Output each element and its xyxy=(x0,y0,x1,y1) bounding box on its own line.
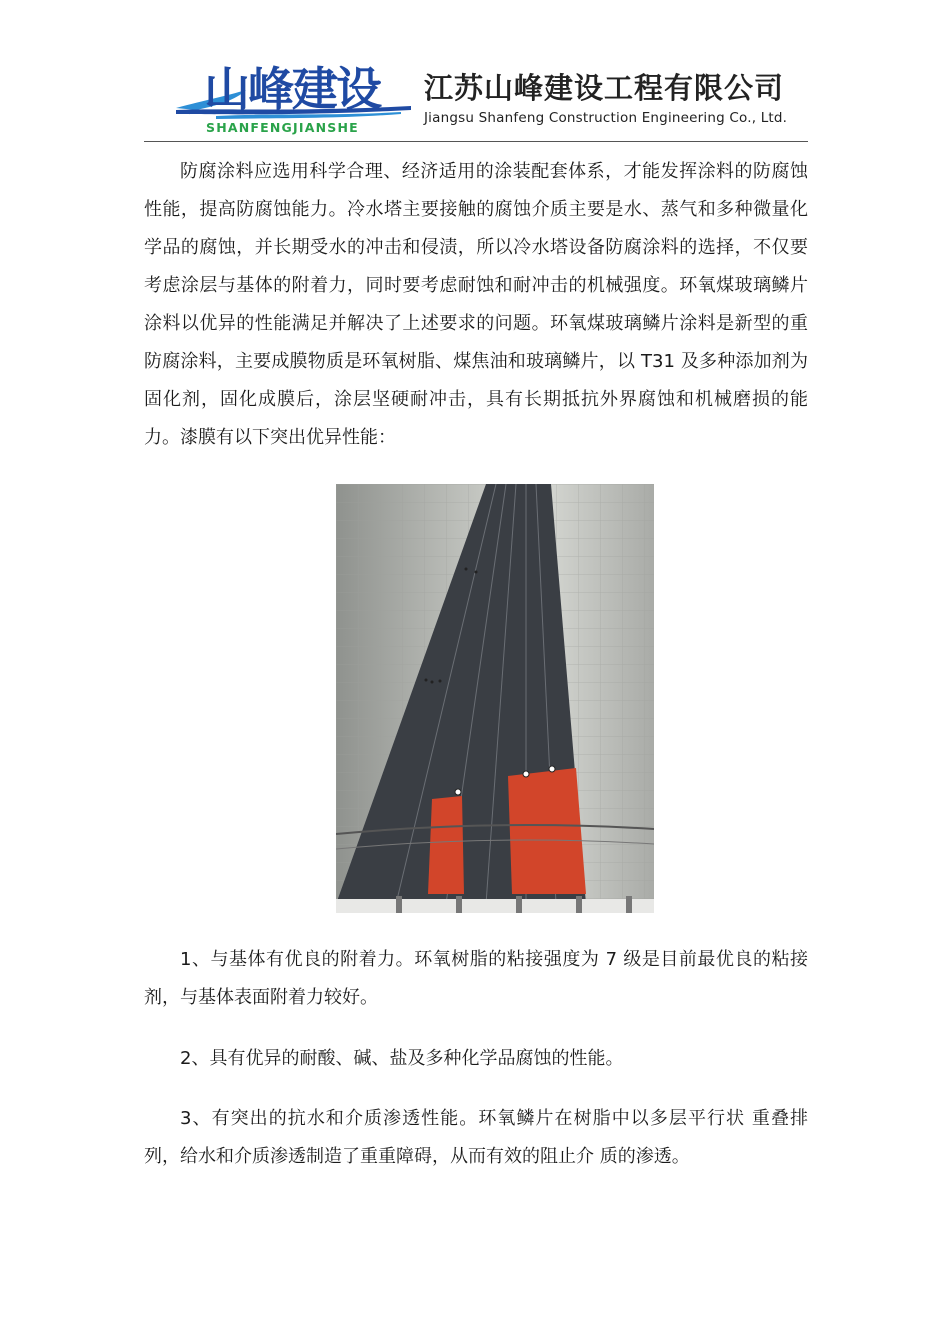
logo-chinese-name: 山峰建设 xyxy=(204,62,380,116)
company-name-chinese: 江苏山峰建设工程有限公司 xyxy=(424,71,785,105)
logo-pinyin: SHANFENGJIANSHE xyxy=(206,120,359,135)
company-name-english: Jiangsu Shanfeng Construction Engineering Co., Ltd. xyxy=(424,110,788,126)
page-header xyxy=(144,60,808,142)
intro-paragraph: 防腐涂料应选用科学合理、经济适用的涂装配套体系，才能发挥涂料的防腐蚀性能，提高防腐蚀能力。冷水塔主要接触的腐蚀介质主要是水、蒸气和多种微量化学品的腐蚀，并长期受水的冲击和侵渍，所以冷水塔设备防腐涂料的选择，不仅要考虑涂层与基体的附着力，同时要考虑耐蚀和耐冲击的机械强度。环氧煤玻璃鳞片涂料以优异的性能满足并解决了上述要求的问题。环氧煤玻璃鳞片涂料是新型的重防腐涂料，主要成膜物质是环氧树脂、煤焦油和玻璃鳞片，以 T31 及多种添加剂为固化剂，固化成膜后，涂层坚硬耐冲击，具有长期抵抗外界腐蚀和机械磨损的能力。漆膜有以下突出优异性能： xyxy=(144,161,808,448)
point-2-paragraph: 2、具有优异的耐酸、碱、盐及多种化学品腐蚀的性能。 xyxy=(180,1048,624,1069)
point-3-paragraph: 3、有突出的抗水和介质渗透性能。环氧鳞片在树脂中以多层平行状 重叠排列，给水和介质渗透制造了重重障碍，从而有效的阻止介 质的渗透。 xyxy=(144,1108,808,1167)
cooling-tower-photo xyxy=(336,484,654,913)
header-divider xyxy=(144,141,808,142)
point-1-paragraph: 1、与基体有优良的附着力。环氧树脂的粘接强度为 7 级是目前最优良的粘接剂，与基体表面附着力较好。 xyxy=(144,949,808,1008)
company-logo xyxy=(176,62,411,135)
